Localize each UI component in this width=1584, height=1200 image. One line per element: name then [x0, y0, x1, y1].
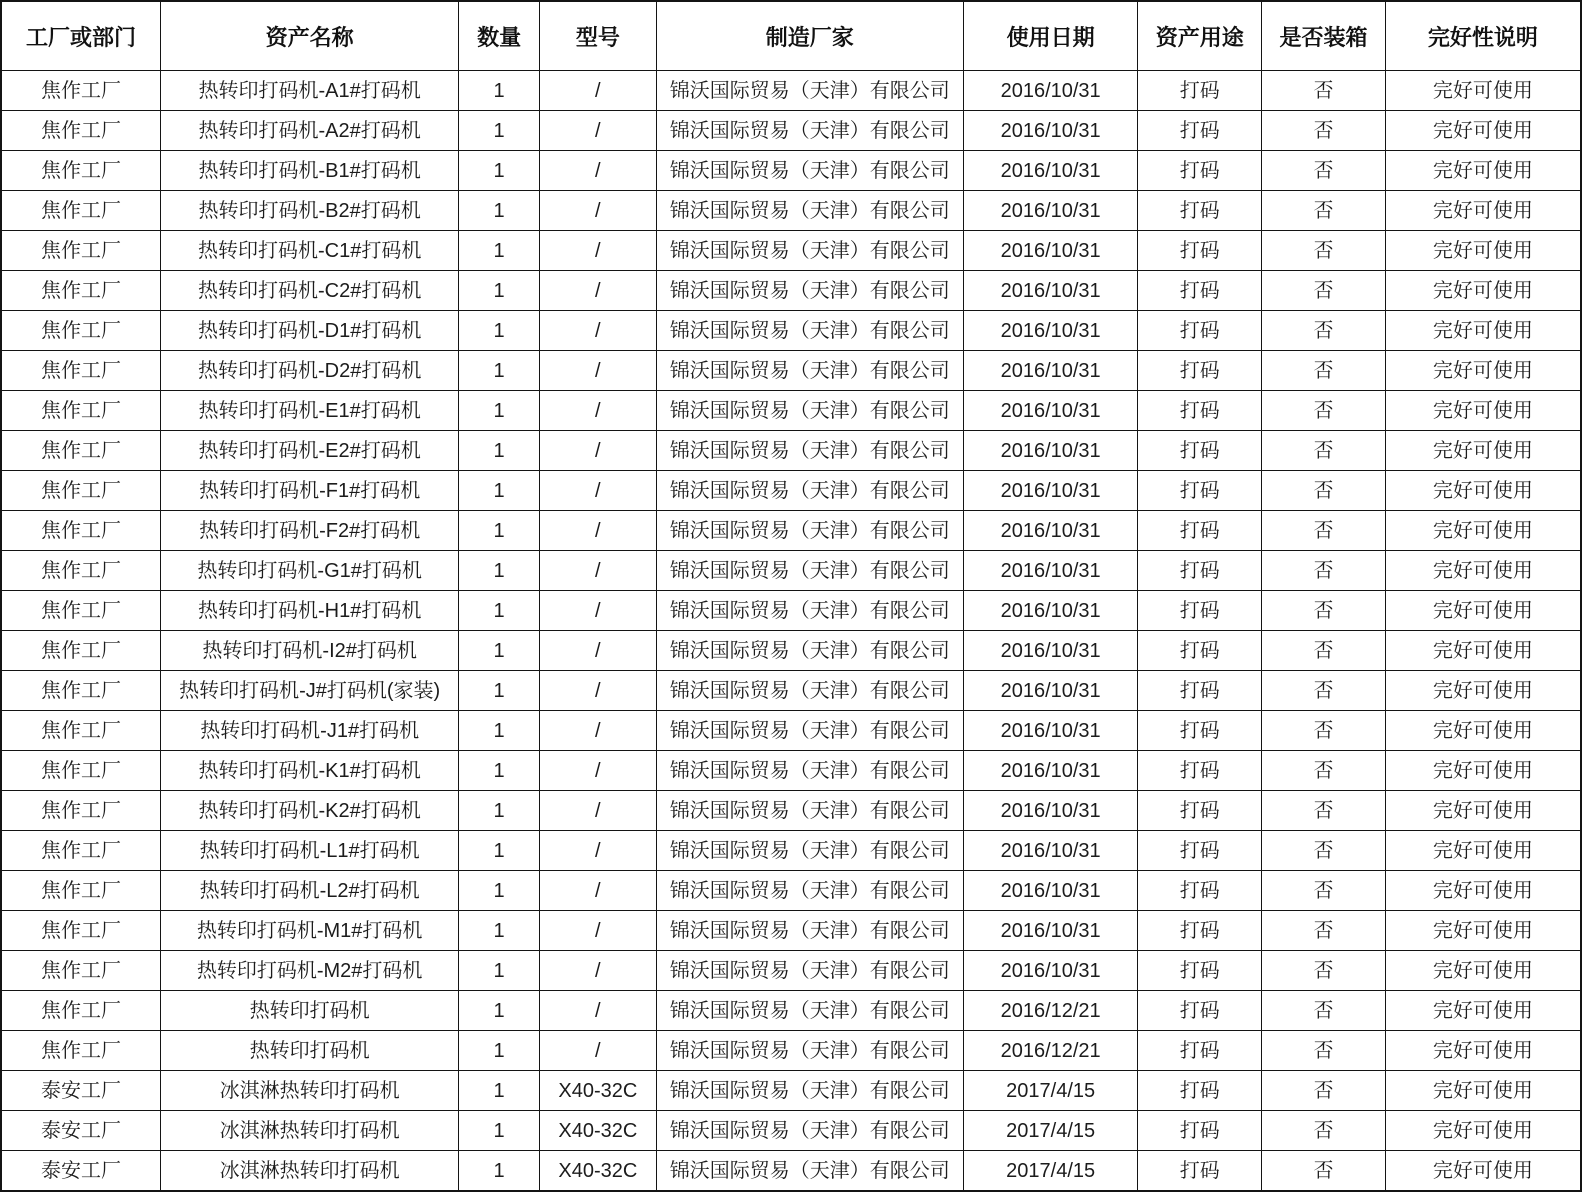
cell-condition: 完好可使用 [1385, 711, 1581, 751]
cell-date: 2016/10/31 [963, 511, 1138, 551]
cell-asset-name: 冰淇淋热转印打码机 [161, 1111, 459, 1151]
cell-condition: 完好可使用 [1385, 351, 1581, 391]
cell-date: 2016/10/31 [963, 71, 1138, 111]
table-row [1, 551, 1581, 591]
cell-quantity: 1 [459, 511, 540, 551]
cell-quantity: 1 [459, 791, 540, 831]
cell-model: X40-32C [539, 1111, 656, 1151]
cell-boxed: 否 [1262, 1151, 1386, 1192]
cell-boxed: 否 [1262, 951, 1386, 991]
cell-boxed: 否 [1262, 311, 1386, 351]
cell-date: 2016/10/31 [963, 231, 1138, 271]
cell-purpose: 打码 [1138, 471, 1262, 511]
cell-date: 2016/10/31 [963, 791, 1138, 831]
cell-model: / [539, 151, 656, 191]
column-header-boxed: 是否装箱 [1262, 1, 1386, 71]
cell-date: 2016/10/31 [963, 551, 1138, 591]
cell-factory: 焦作工厂 [1, 951, 161, 991]
cell-manufacturer: 锦沃国际贸易（天津）有限公司 [656, 191, 963, 231]
cell-manufacturer: 锦沃国际贸易（天津）有限公司 [656, 391, 963, 431]
cell-model: / [539, 231, 656, 271]
cell-manufacturer: 锦沃国际贸易（天津）有限公司 [656, 471, 963, 511]
column-header-qty: 数量 [459, 1, 540, 71]
cell-quantity: 1 [459, 151, 540, 191]
cell-date: 2016/10/31 [963, 751, 1138, 791]
cell-date: 2016/10/31 [963, 711, 1138, 751]
cell-condition: 完好可使用 [1385, 391, 1581, 431]
cell-boxed: 否 [1262, 911, 1386, 951]
cell-boxed: 否 [1262, 151, 1386, 191]
cell-quantity: 1 [459, 231, 540, 271]
cell-model: / [539, 631, 656, 671]
cell-quantity: 1 [459, 831, 540, 871]
cell-manufacturer: 锦沃国际贸易（天津）有限公司 [656, 751, 963, 791]
cell-date: 2016/10/31 [963, 911, 1138, 951]
cell-factory: 焦作工厂 [1, 551, 161, 591]
cell-manufacturer: 锦沃国际贸易（天津）有限公司 [656, 791, 963, 831]
cell-model: / [539, 1031, 656, 1071]
cell-quantity: 1 [459, 591, 540, 631]
cell-manufacturer: 锦沃国际贸易（天津）有限公司 [656, 1071, 963, 1111]
cell-manufacturer: 锦沃国际贸易（天津）有限公司 [656, 831, 963, 871]
cell-condition: 完好可使用 [1385, 591, 1581, 631]
cell-purpose: 打码 [1138, 551, 1262, 591]
cell-condition: 完好可使用 [1385, 311, 1581, 351]
cell-date: 2016/10/31 [963, 951, 1138, 991]
cell-date: 2016/10/31 [963, 191, 1138, 231]
cell-boxed: 否 [1262, 271, 1386, 311]
asset-table-body [1, 71, 1581, 1192]
cell-asset-name: 热转印打码机-H1#打码机 [161, 591, 459, 631]
cell-purpose: 打码 [1138, 671, 1262, 711]
cell-purpose: 打码 [1138, 831, 1262, 871]
cell-condition: 完好可使用 [1385, 1071, 1581, 1111]
cell-boxed: 否 [1262, 631, 1386, 671]
cell-purpose: 打码 [1138, 991, 1262, 1031]
cell-quantity: 1 [459, 911, 540, 951]
cell-condition: 完好可使用 [1385, 751, 1581, 791]
cell-factory: 焦作工厂 [1, 671, 161, 711]
cell-model: X40-32C [539, 1071, 656, 1111]
cell-factory: 泰安工厂 [1, 1071, 161, 1111]
cell-asset-name: 热转印打码机-E2#打码机 [161, 431, 459, 471]
cell-factory: 焦作工厂 [1, 1031, 161, 1071]
cell-asset-name: 冰淇淋热转印打码机 [161, 1151, 459, 1192]
cell-model: / [539, 751, 656, 791]
cell-asset-name: 热转印打码机-M1#打码机 [161, 911, 459, 951]
cell-manufacturer: 锦沃国际贸易（天津）有限公司 [656, 711, 963, 751]
cell-date: 2016/10/31 [963, 391, 1138, 431]
table-row [1, 751, 1581, 791]
cell-boxed: 否 [1262, 791, 1386, 831]
cell-asset-name: 热转印打码机 [161, 1031, 459, 1071]
cell-manufacturer: 锦沃国际贸易（天津）有限公司 [656, 271, 963, 311]
cell-factory: 焦作工厂 [1, 151, 161, 191]
cell-condition: 完好可使用 [1385, 1151, 1581, 1192]
cell-model: / [539, 911, 656, 951]
cell-quantity: 1 [459, 751, 540, 791]
cell-model: / [539, 271, 656, 311]
cell-manufacturer: 锦沃国际贸易（天津）有限公司 [656, 1111, 963, 1151]
cell-factory: 泰安工厂 [1, 1111, 161, 1151]
cell-condition: 完好可使用 [1385, 231, 1581, 271]
cell-date: 2016/10/31 [963, 111, 1138, 151]
cell-model: / [539, 191, 656, 231]
cell-boxed: 否 [1262, 1031, 1386, 1071]
cell-manufacturer: 锦沃国际贸易（天津）有限公司 [656, 631, 963, 671]
cell-condition: 完好可使用 [1385, 471, 1581, 511]
cell-date: 2016/10/31 [963, 431, 1138, 471]
header-row [1, 1, 1581, 71]
cell-boxed: 否 [1262, 351, 1386, 391]
cell-purpose: 打码 [1138, 791, 1262, 831]
cell-manufacturer: 锦沃国际贸易（天津）有限公司 [656, 231, 963, 271]
cell-manufacturer: 锦沃国际贸易（天津）有限公司 [656, 911, 963, 951]
cell-asset-name: 热转印打码机-C2#打码机 [161, 271, 459, 311]
cell-asset-name: 热转印打码机-G1#打码机 [161, 551, 459, 591]
table-row [1, 271, 1581, 311]
table-row [1, 1111, 1581, 1151]
cell-boxed: 否 [1262, 231, 1386, 271]
cell-boxed: 否 [1262, 551, 1386, 591]
table-row [1, 911, 1581, 951]
table-row [1, 471, 1581, 511]
cell-manufacturer: 锦沃国际贸易（天津）有限公司 [656, 951, 963, 991]
cell-boxed: 否 [1262, 1071, 1386, 1111]
cell-date: 2016/10/31 [963, 351, 1138, 391]
cell-condition: 完好可使用 [1385, 551, 1581, 591]
cell-date: 2016/10/31 [963, 151, 1138, 191]
cell-condition: 完好可使用 [1385, 431, 1581, 471]
table-row [1, 311, 1581, 351]
cell-date: 2016/10/31 [963, 871, 1138, 911]
cell-purpose: 打码 [1138, 511, 1262, 551]
cell-purpose: 打码 [1138, 871, 1262, 911]
cell-factory: 焦作工厂 [1, 431, 161, 471]
cell-manufacturer: 锦沃国际贸易（天津）有限公司 [656, 1151, 963, 1192]
cell-asset-name: 热转印打码机-E1#打码机 [161, 391, 459, 431]
cell-purpose: 打码 [1138, 631, 1262, 671]
cell-model: / [539, 551, 656, 591]
cell-asset-name: 热转印打码机-K1#打码机 [161, 751, 459, 791]
cell-factory: 焦作工厂 [1, 871, 161, 911]
cell-purpose: 打码 [1138, 1111, 1262, 1151]
cell-boxed: 否 [1262, 831, 1386, 871]
cell-quantity: 1 [459, 71, 540, 111]
cell-purpose: 打码 [1138, 231, 1262, 271]
cell-quantity: 1 [459, 1151, 540, 1192]
cell-purpose: 打码 [1138, 431, 1262, 471]
cell-purpose: 打码 [1138, 151, 1262, 191]
table-row [1, 631, 1581, 671]
cell-purpose: 打码 [1138, 191, 1262, 231]
cell-quantity: 1 [459, 871, 540, 911]
table-row [1, 671, 1581, 711]
cell-factory: 焦作工厂 [1, 631, 161, 671]
cell-purpose: 打码 [1138, 1151, 1262, 1192]
cell-boxed: 否 [1262, 511, 1386, 551]
cell-date: 2016/10/31 [963, 631, 1138, 671]
cell-condition: 完好可使用 [1385, 871, 1581, 911]
table-row [1, 111, 1581, 151]
cell-factory: 焦作工厂 [1, 751, 161, 791]
table-row [1, 151, 1581, 191]
cell-quantity: 1 [459, 311, 540, 351]
cell-condition: 完好可使用 [1385, 671, 1581, 711]
cell-boxed: 否 [1262, 671, 1386, 711]
cell-date: 2017/4/15 [963, 1151, 1138, 1192]
cell-asset-name: 热转印打码机-J1#打码机 [161, 711, 459, 751]
cell-model: / [539, 591, 656, 631]
cell-asset-name: 热转印打码机-I2#打码机 [161, 631, 459, 671]
cell-asset-name: 热转印打码机-F1#打码机 [161, 471, 459, 511]
column-header-model: 型号 [539, 1, 656, 71]
cell-purpose: 打码 [1138, 311, 1262, 351]
cell-asset-name: 热转印打码机-D2#打码机 [161, 351, 459, 391]
table-row [1, 951, 1581, 991]
cell-purpose: 打码 [1138, 951, 1262, 991]
cell-date: 2017/4/15 [963, 1111, 1138, 1151]
cell-manufacturer: 锦沃国际贸易（天津）有限公司 [656, 71, 963, 111]
cell-condition: 完好可使用 [1385, 911, 1581, 951]
cell-model: / [539, 351, 656, 391]
cell-boxed: 否 [1262, 471, 1386, 511]
cell-manufacturer: 锦沃国际贸易（天津）有限公司 [656, 551, 963, 591]
cell-factory: 焦作工厂 [1, 591, 161, 631]
cell-quantity: 1 [459, 191, 540, 231]
cell-purpose: 打码 [1138, 1031, 1262, 1071]
column-header-condition: 完好性说明 [1385, 1, 1581, 71]
cell-purpose: 打码 [1138, 71, 1262, 111]
table-row [1, 711, 1581, 751]
cell-model: / [539, 671, 656, 711]
cell-manufacturer: 锦沃国际贸易（天津）有限公司 [656, 351, 963, 391]
cell-date: 2016/10/31 [963, 471, 1138, 511]
cell-condition: 完好可使用 [1385, 151, 1581, 191]
column-header-asset: 资产名称 [161, 1, 459, 71]
cell-asset-name: 热转印打码机-F2#打码机 [161, 511, 459, 551]
cell-quantity: 1 [459, 951, 540, 991]
cell-model: / [539, 431, 656, 471]
cell-boxed: 否 [1262, 191, 1386, 231]
cell-boxed: 否 [1262, 871, 1386, 911]
cell-asset-name: 热转印打码机-B1#打码机 [161, 151, 459, 191]
cell-manufacturer: 锦沃国际贸易（天津）有限公司 [656, 311, 963, 351]
cell-quantity: 1 [459, 711, 540, 751]
cell-quantity: 1 [459, 1071, 540, 1111]
cell-quantity: 1 [459, 431, 540, 471]
cell-purpose: 打码 [1138, 351, 1262, 391]
cell-factory: 焦作工厂 [1, 471, 161, 511]
cell-condition: 完好可使用 [1385, 991, 1581, 1031]
cell-boxed: 否 [1262, 111, 1386, 151]
cell-model: X40-32C [539, 1151, 656, 1192]
cell-date: 2016/10/31 [963, 591, 1138, 631]
cell-factory: 焦作工厂 [1, 911, 161, 951]
cell-condition: 完好可使用 [1385, 831, 1581, 871]
cell-model: / [539, 391, 656, 431]
cell-boxed: 否 [1262, 591, 1386, 631]
cell-condition: 完好可使用 [1385, 71, 1581, 111]
cell-model: / [539, 991, 656, 1031]
cell-asset-name: 热转印打码机-C1#打码机 [161, 231, 459, 271]
cell-purpose: 打码 [1138, 111, 1262, 151]
table-row [1, 511, 1581, 551]
cell-boxed: 否 [1262, 391, 1386, 431]
cell-manufacturer: 锦沃国际贸易（天津）有限公司 [656, 991, 963, 1031]
cell-factory: 焦作工厂 [1, 391, 161, 431]
cell-manufacturer: 锦沃国际贸易（天津）有限公司 [656, 671, 963, 711]
table-row [1, 791, 1581, 831]
cell-purpose: 打码 [1138, 911, 1262, 951]
cell-model: / [539, 831, 656, 871]
cell-model: / [539, 71, 656, 111]
cell-date: 2016/10/31 [963, 311, 1138, 351]
cell-quantity: 1 [459, 631, 540, 671]
table-row [1, 591, 1581, 631]
cell-condition: 完好可使用 [1385, 791, 1581, 831]
cell-manufacturer: 锦沃国际贸易（天津）有限公司 [656, 111, 963, 151]
cell-factory: 焦作工厂 [1, 711, 161, 751]
cell-boxed: 否 [1262, 751, 1386, 791]
cell-boxed: 否 [1262, 991, 1386, 1031]
cell-asset-name: 热转印打码机-J#打码机(家装) [161, 671, 459, 711]
cell-date: 2017/4/15 [963, 1071, 1138, 1111]
table-row [1, 991, 1581, 1031]
cell-model: / [539, 111, 656, 151]
cell-asset-name: 热转印打码机-A1#打码机 [161, 71, 459, 111]
cell-manufacturer: 锦沃国际贸易（天津）有限公司 [656, 151, 963, 191]
cell-factory: 焦作工厂 [1, 831, 161, 871]
cell-purpose: 打码 [1138, 391, 1262, 431]
table-row [1, 71, 1581, 111]
cell-factory: 焦作工厂 [1, 991, 161, 1031]
cell-model: / [539, 711, 656, 751]
cell-factory: 焦作工厂 [1, 791, 161, 831]
cell-factory: 焦作工厂 [1, 231, 161, 271]
table-row [1, 871, 1581, 911]
cell-purpose: 打码 [1138, 711, 1262, 751]
cell-asset-name: 热转印打码机-A2#打码机 [161, 111, 459, 151]
table-row [1, 1071, 1581, 1111]
cell-factory: 焦作工厂 [1, 191, 161, 231]
cell-quantity: 1 [459, 1031, 540, 1071]
cell-model: / [539, 871, 656, 911]
column-header-manufacturer: 制造厂家 [656, 1, 963, 71]
cell-asset-name: 热转印打码机-L1#打码机 [161, 831, 459, 871]
column-header-date: 使用日期 [963, 1, 1138, 71]
cell-factory: 焦作工厂 [1, 511, 161, 551]
cell-quantity: 1 [459, 351, 540, 391]
cell-asset-name: 热转印打码机-K2#打码机 [161, 791, 459, 831]
cell-factory: 焦作工厂 [1, 71, 161, 111]
cell-condition: 完好可使用 [1385, 111, 1581, 151]
cell-boxed: 否 [1262, 1111, 1386, 1151]
cell-factory: 泰安工厂 [1, 1151, 161, 1192]
cell-condition: 完好可使用 [1385, 1111, 1581, 1151]
column-header-purpose: 资产用途 [1138, 1, 1262, 71]
cell-asset-name: 热转印打码机-D1#打码机 [161, 311, 459, 351]
cell-quantity: 1 [459, 391, 540, 431]
table-row [1, 831, 1581, 871]
cell-model: / [539, 471, 656, 511]
cell-condition: 完好可使用 [1385, 631, 1581, 671]
cell-quantity: 1 [459, 1111, 540, 1151]
cell-asset-name: 冰淇淋热转印打码机 [161, 1071, 459, 1111]
cell-date: 2016/12/21 [963, 1031, 1138, 1071]
table-row [1, 391, 1581, 431]
cell-manufacturer: 锦沃国际贸易（天津）有限公司 [656, 871, 963, 911]
cell-manufacturer: 锦沃国际贸易（天津）有限公司 [656, 591, 963, 631]
cell-model: / [539, 511, 656, 551]
cell-boxed: 否 [1262, 71, 1386, 111]
cell-purpose: 打码 [1138, 751, 1262, 791]
cell-quantity: 1 [459, 671, 540, 711]
cell-quantity: 1 [459, 551, 540, 591]
cell-manufacturer: 锦沃国际贸易（天津）有限公司 [656, 1031, 963, 1071]
cell-date: 2016/10/31 [963, 831, 1138, 871]
cell-factory: 焦作工厂 [1, 271, 161, 311]
cell-date: 2016/10/31 [963, 271, 1138, 311]
cell-condition: 完好可使用 [1385, 951, 1581, 991]
cell-boxed: 否 [1262, 431, 1386, 471]
cell-asset-name: 热转印打码机-B2#打码机 [161, 191, 459, 231]
cell-model: / [539, 951, 656, 991]
cell-manufacturer: 锦沃国际贸易（天津）有限公司 [656, 511, 963, 551]
table-row [1, 351, 1581, 391]
cell-quantity: 1 [459, 991, 540, 1031]
table-row [1, 1151, 1581, 1192]
cell-boxed: 否 [1262, 711, 1386, 751]
cell-quantity: 1 [459, 271, 540, 311]
cell-quantity: 1 [459, 471, 540, 511]
cell-purpose: 打码 [1138, 591, 1262, 631]
cell-model: / [539, 311, 656, 351]
table-row [1, 431, 1581, 471]
table-row [1, 231, 1581, 271]
cell-condition: 完好可使用 [1385, 1031, 1581, 1071]
column-header-factory: 工厂或部门 [1, 1, 161, 71]
cell-condition: 完好可使用 [1385, 511, 1581, 551]
cell-factory: 焦作工厂 [1, 311, 161, 351]
asset-table-header [1, 1, 1581, 71]
cell-quantity: 1 [459, 111, 540, 151]
cell-factory: 焦作工厂 [1, 351, 161, 391]
cell-model: / [539, 791, 656, 831]
cell-date: 2016/10/31 [963, 671, 1138, 711]
cell-date: 2016/12/21 [963, 991, 1138, 1031]
cell-asset-name: 热转印打码机-L2#打码机 [161, 871, 459, 911]
cell-condition: 完好可使用 [1385, 191, 1581, 231]
cell-asset-name: 热转印打码机-M2#打码机 [161, 951, 459, 991]
cell-factory: 焦作工厂 [1, 111, 161, 151]
cell-purpose: 打码 [1138, 1071, 1262, 1111]
table-row [1, 191, 1581, 231]
cell-asset-name: 热转印打码机 [161, 991, 459, 1031]
cell-purpose: 打码 [1138, 271, 1262, 311]
cell-condition: 完好可使用 [1385, 271, 1581, 311]
cell-manufacturer: 锦沃国际贸易（天津）有限公司 [656, 431, 963, 471]
table-row [1, 1031, 1581, 1071]
